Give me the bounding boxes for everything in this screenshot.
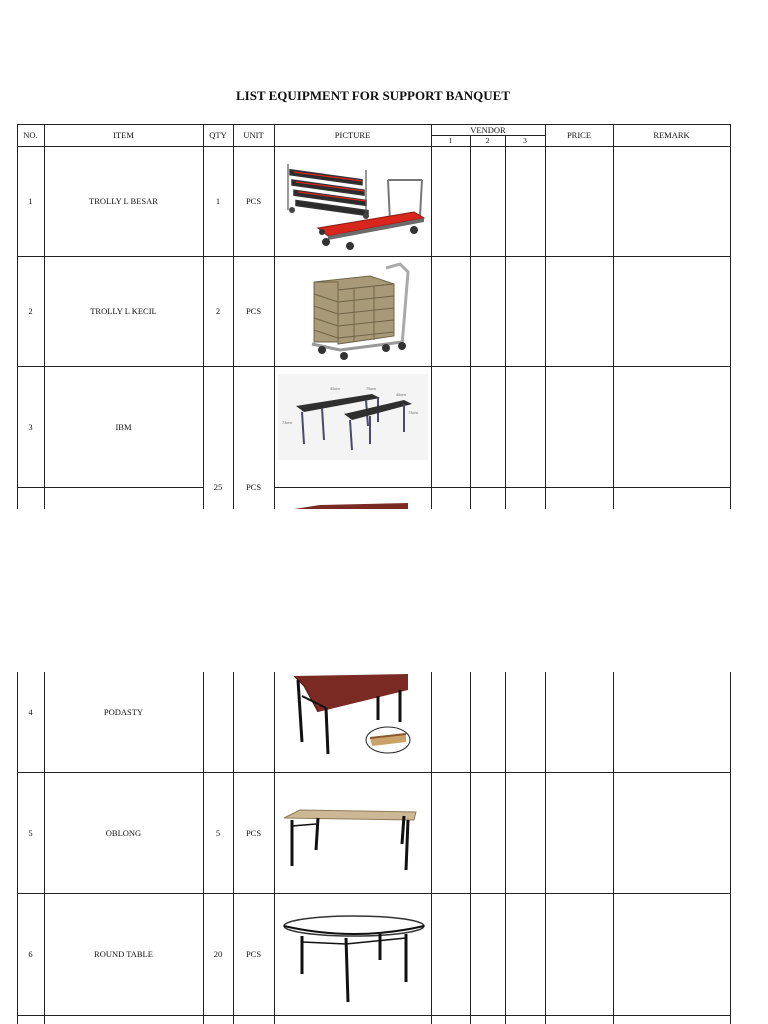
header-no: NO. — [23, 130, 38, 140]
row-1-qty: 1 — [215, 196, 221, 206]
header-remark: REMARK — [653, 130, 690, 140]
round-table-image — [280, 898, 428, 1008]
row-6-qty: 20 — [213, 949, 223, 959]
oblong-table-image — [280, 804, 420, 872]
table-border — [545, 672, 546, 1024]
svg-text:73cm: 73cm — [408, 410, 418, 415]
header-unit: UNIT — [243, 130, 264, 140]
row-5-item: OBLONG — [105, 827, 142, 838]
table-border — [613, 672, 614, 1024]
table-border — [730, 124, 731, 509]
row-5-no: 5 — [28, 827, 33, 838]
header-qty: QTY — [209, 130, 227, 140]
table-border — [505, 135, 506, 509]
row-1-no: 1 — [28, 196, 33, 206]
trolley-rack-image — [304, 258, 416, 362]
table-border — [505, 672, 506, 1024]
svg-text:45cm: 45cm — [330, 386, 340, 391]
row-4-no: 4 — [28, 707, 33, 717]
wood-table-image — [290, 672, 416, 762]
table-border — [274, 672, 275, 1024]
svg-text:45cm: 45cm — [396, 392, 406, 397]
row-5-unit: PCS — [245, 827, 262, 838]
table-border — [274, 487, 730, 488]
header-vendor-2: 2 — [485, 136, 490, 145]
wood-table-image-top — [290, 502, 412, 509]
header-item: ITEM — [113, 130, 134, 140]
table-border — [274, 124, 275, 509]
row-2-no: 2 — [28, 306, 33, 316]
header-vendor: VENDOR — [470, 124, 506, 135]
svg-text:75cm: 75cm — [366, 386, 376, 391]
row-2-item: TROLLY L KECIL — [90, 306, 157, 316]
table-border — [470, 672, 471, 1024]
row-3-item: IBM — [115, 421, 132, 432]
header-picture: PICTURE — [334, 130, 371, 140]
table-border — [17, 1015, 730, 1016]
header-price: PRICE — [566, 130, 592, 140]
row-4-item: PODASTY — [103, 707, 144, 717]
table-page-1 — [0, 0, 768, 509]
row-2-qty: 2 — [215, 306, 221, 316]
row-6-unit: PCS — [245, 949, 262, 959]
table-border — [730, 672, 731, 1024]
row-5-qty: 5 — [215, 827, 221, 838]
header-vendor-1: 1 — [448, 136, 453, 145]
row-6-no: 6 — [28, 949, 33, 959]
trolley-flatbed-image — [278, 150, 428, 252]
table-border — [613, 124, 614, 509]
header-vendor-3: 3 — [523, 136, 527, 145]
svg-text:73cm: 73cm — [282, 420, 292, 425]
row-1-unit: PCS — [245, 196, 262, 206]
row-1-item: TROLLY L BESAR — [89, 196, 158, 206]
table-page-2 — [0, 672, 768, 1024]
row-6-item: ROUND TABLE — [94, 949, 153, 959]
table-border — [470, 135, 471, 509]
folding-tables-image — [278, 374, 428, 460]
merged-unit: PCS — [245, 482, 262, 492]
row-3-no: 3 — [28, 421, 33, 432]
page-title: LIST EQUIPMENT FOR SUPPORT BANQUET — [235, 88, 511, 103]
table-border — [431, 124, 432, 509]
merged-qty: 25 — [213, 482, 223, 492]
table-border — [545, 124, 546, 509]
table-border — [431, 672, 432, 1024]
row-2-unit: PCS — [245, 306, 262, 316]
